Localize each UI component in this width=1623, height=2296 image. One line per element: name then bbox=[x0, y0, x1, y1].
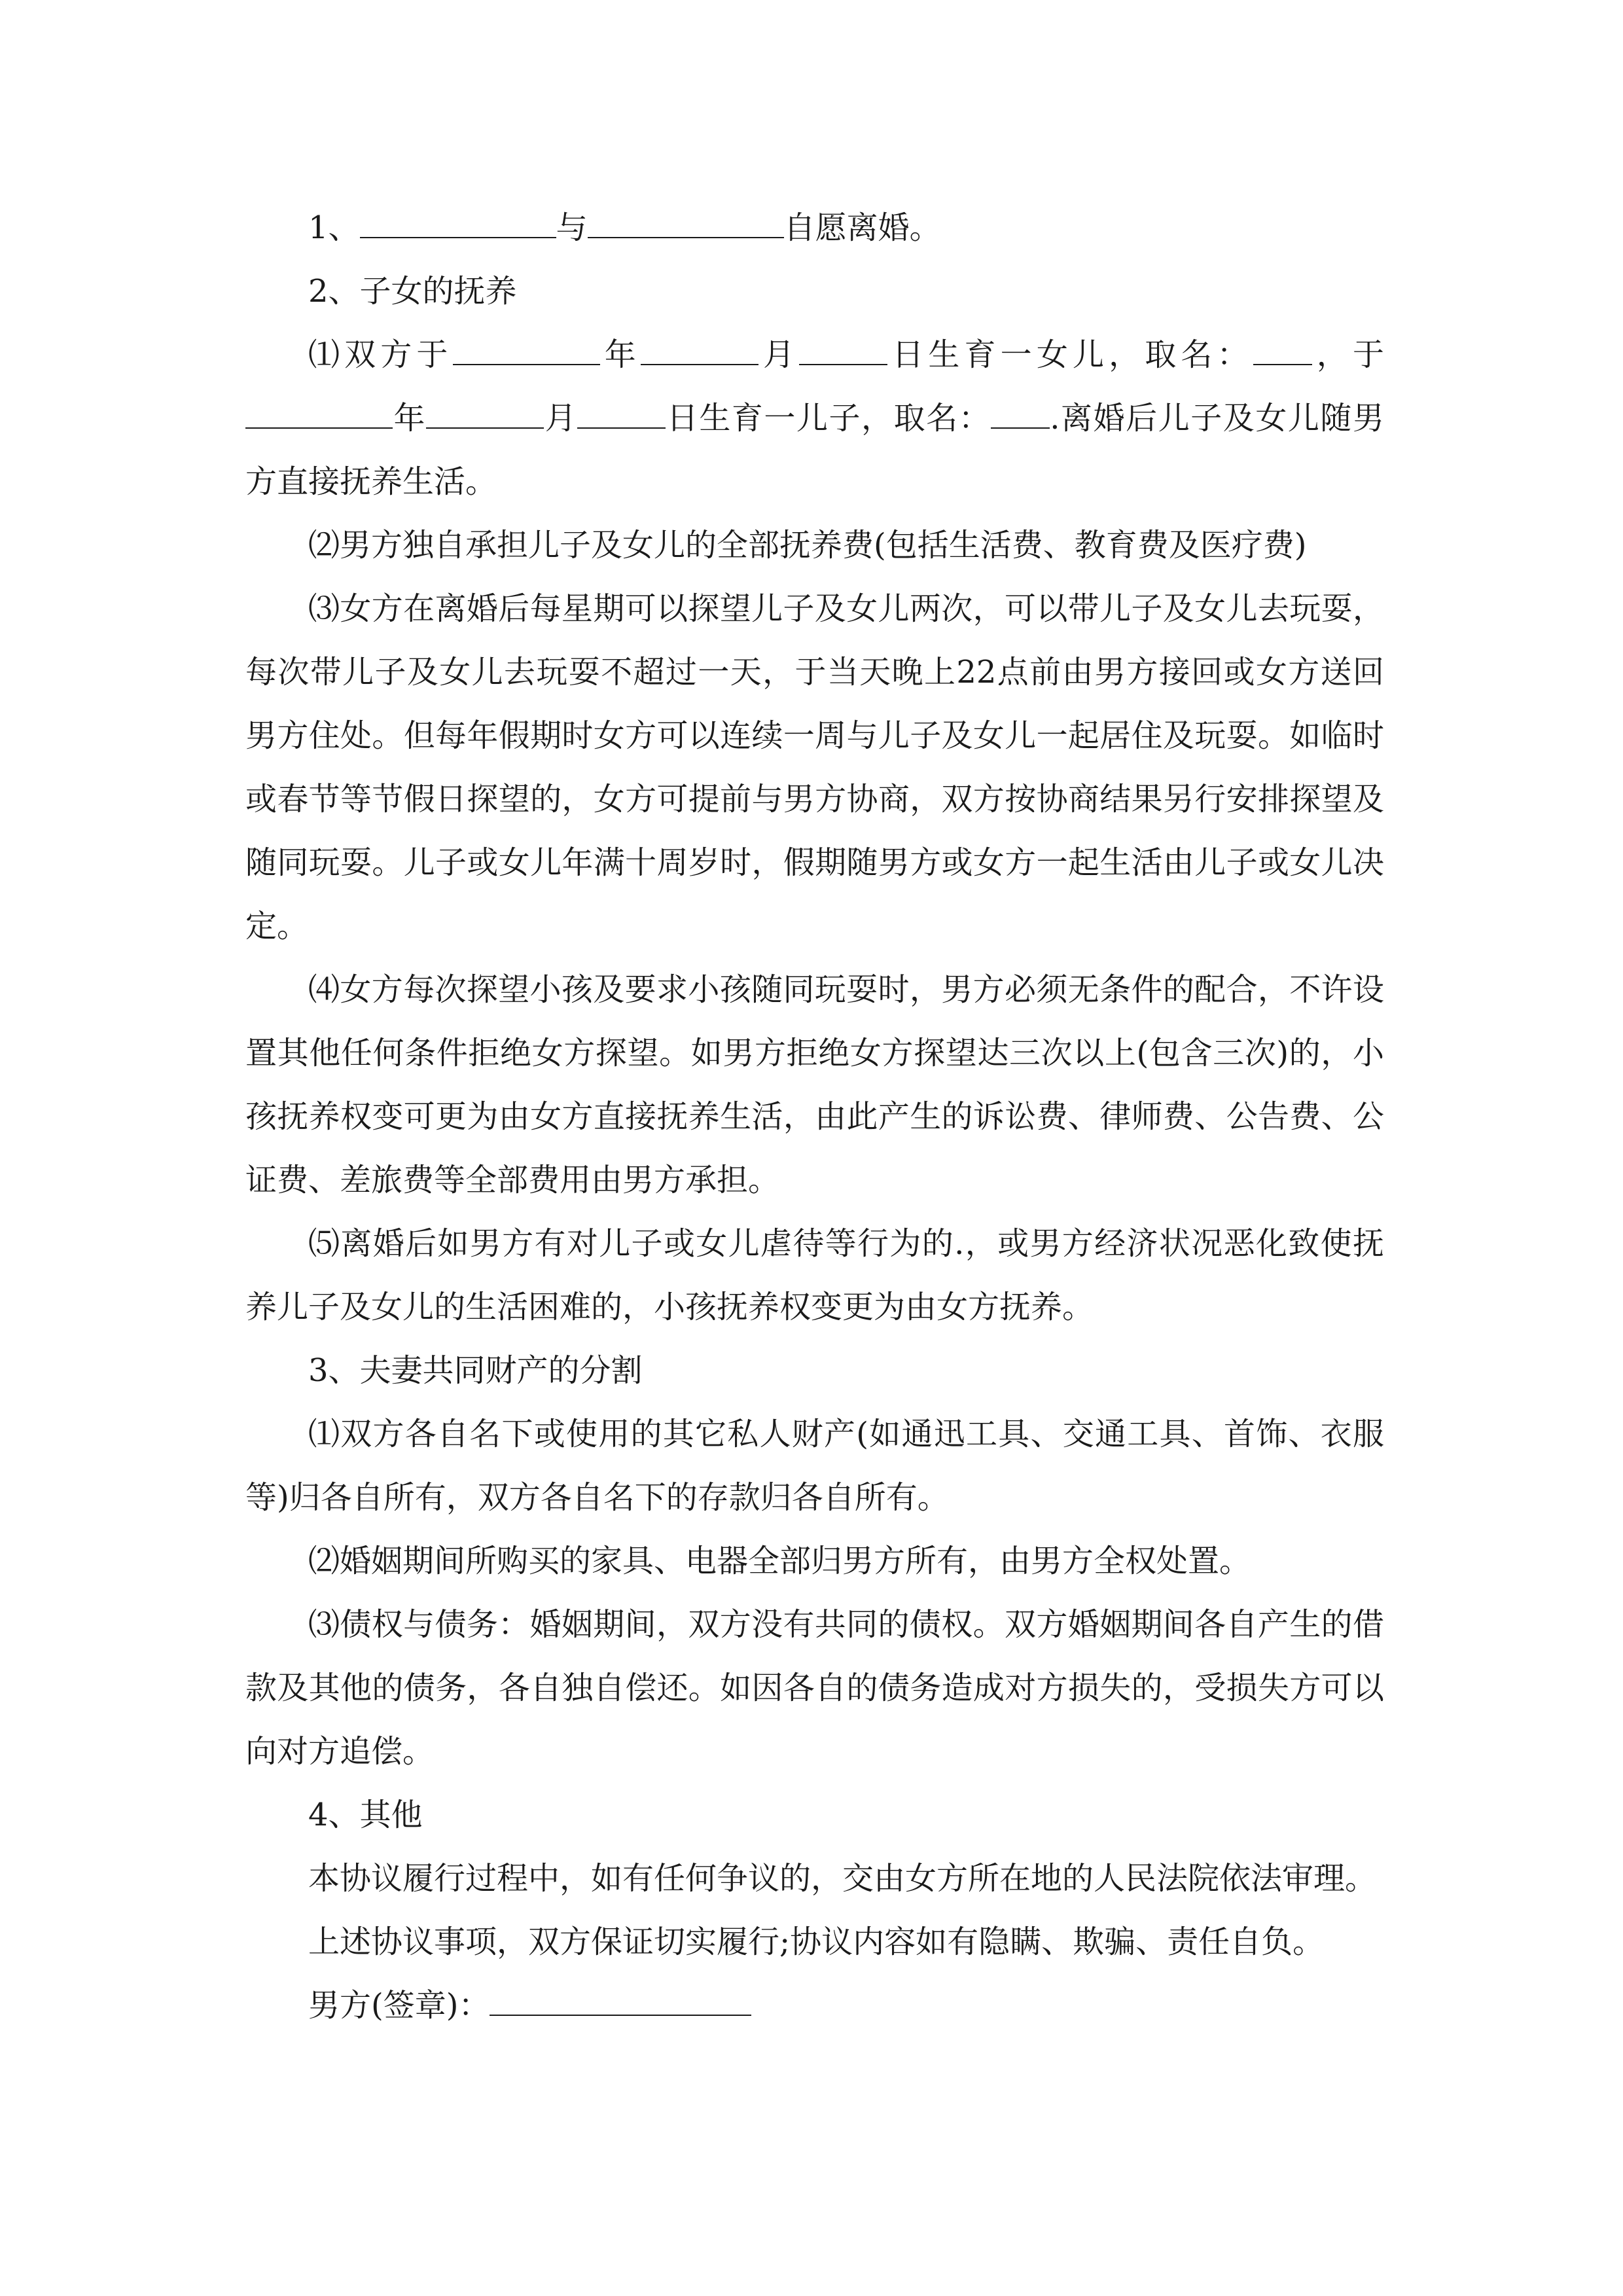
clause-1-number: 1、 bbox=[308, 209, 360, 246]
party-b-blank[interactable] bbox=[588, 203, 784, 238]
clause-2-2-support-costs: ⑵男方独自承担儿子及女儿的全部抚养费(包括生活费、教育费及医疗费) bbox=[308, 527, 1307, 564]
section-3-title: 3、夫妻共同财产的分割 bbox=[308, 1352, 643, 1389]
clause-2-5-custody-change: ⑸离婚后如男方有对儿子或女儿虐待等行为的.，或男方经济状况恶化致使抚养儿子及女儿的生活困难的，小孩抚养权变更为由女方抚养。 bbox=[245, 1225, 1384, 1325]
text-segment: .离婚后儿子及女儿随男方直接抚养生活。 bbox=[245, 400, 1384, 500]
section-2-title: 2、子女的抚养 bbox=[308, 273, 517, 310]
text-segment: 月 bbox=[544, 400, 578, 437]
male-signature-label: 男方(签章)： bbox=[308, 1987, 490, 2024]
clause-1-and: 与 bbox=[556, 209, 588, 246]
son-birth-year-blank[interactable] bbox=[245, 393, 393, 429]
son-birth-month-blank[interactable] bbox=[426, 393, 544, 429]
text-segment: 年 bbox=[393, 400, 427, 437]
text-segment: 年 bbox=[599, 336, 641, 373]
daughter-birth-day-blank[interactable] bbox=[799, 330, 887, 365]
clause-2-3-visitation: ⑶女方在离婚后每星期可以探望儿子及女儿两次，可以带儿子及女儿去玩耍，每次带儿子及女儿去玩耍不超过一天，于当天晚上22点前由男方接回或女方送回男方住处。但每年假期时女方可以连续一周与儿子及女儿一起居住及玩耍。如临时或春节等节假日探望的，女方可提前与男方协商，双方按协商结果另行安排探望及随同玩耍。儿子或女儿年满十周岁时，假期随男方或女方一起生活由儿子或女儿决定。 bbox=[245, 590, 1384, 944]
son-birth-day-blank[interactable] bbox=[577, 393, 666, 429]
clause-4-1-disputes: 本协议履行过程中，如有任何争议的，交由女方所在地的人民法院依法审理。 bbox=[308, 1860, 1377, 1897]
clause-2-4-cooperation: ⑷女方每次探望小孩及要求小孩随同玩耍时，男方必须无条件的配合，不许设置其他任何条件拒绝女方探望。如男方拒绝女方探望达三次以上(包含三次)的，小孩抚养权变可更为由女方直接抚养生活，由此产生的诉讼费、律师费、公告费、公证费、差旅费等全部费用由男方承担。 bbox=[245, 971, 1384, 1198]
clause-1-divorce bbox=[245, 196, 1384, 260]
section-4-title: 4、其他 bbox=[308, 1797, 423, 1833]
text-segment: 日生育一儿子，取名： bbox=[666, 400, 991, 437]
daughter-birth-month-blank[interactable] bbox=[641, 330, 758, 365]
text-segment: ，于 bbox=[1311, 336, 1384, 373]
party-a-blank[interactable] bbox=[360, 203, 556, 238]
text-segment: 日生育一女儿，取名： bbox=[887, 336, 1253, 373]
clause-3-2-furniture: ⑵婚姻期间所购买的家具、电器全部归男方所有，由男方全权处置。 bbox=[308, 1543, 1251, 1579]
clause-3-1-personal-property: ⑴双方各自名下或使用的其它私人财产(如通迅工具、交通工具、首饰、衣服等)归各自所有，双方各自名下的存款归各自所有。 bbox=[245, 1416, 1384, 1516]
daughter-name-blank[interactable] bbox=[1253, 330, 1312, 365]
male-signature-line bbox=[245, 1974, 1384, 2037]
clause-4-2-commitment: 上述协议事项，双方保证切实履行;协议内容如有隐瞒、欺骗、责任自负。 bbox=[308, 1924, 1325, 1960]
clause-2-1-children-birth bbox=[245, 323, 1384, 514]
male-signature-blank[interactable] bbox=[490, 1981, 751, 2016]
clause-1-text: 自愿离婚。 bbox=[783, 209, 941, 246]
clause-3-3-debts: ⑶债权与债务：婚姻期间，双方没有共同的债权。双方婚姻期间各自产生的借款及其他的债务，各自独自偿还。如因各自的债务造成对方损失的，受损失方可以向对方追偿。 bbox=[245, 1606, 1384, 1770]
son-name-blank[interactable] bbox=[991, 393, 1050, 429]
daughter-birth-year-blank[interactable] bbox=[453, 330, 600, 365]
agreement-body bbox=[245, 196, 1384, 2037]
text-segment: ⑴双方于 bbox=[308, 336, 453, 373]
text-segment: 月 bbox=[758, 336, 800, 373]
